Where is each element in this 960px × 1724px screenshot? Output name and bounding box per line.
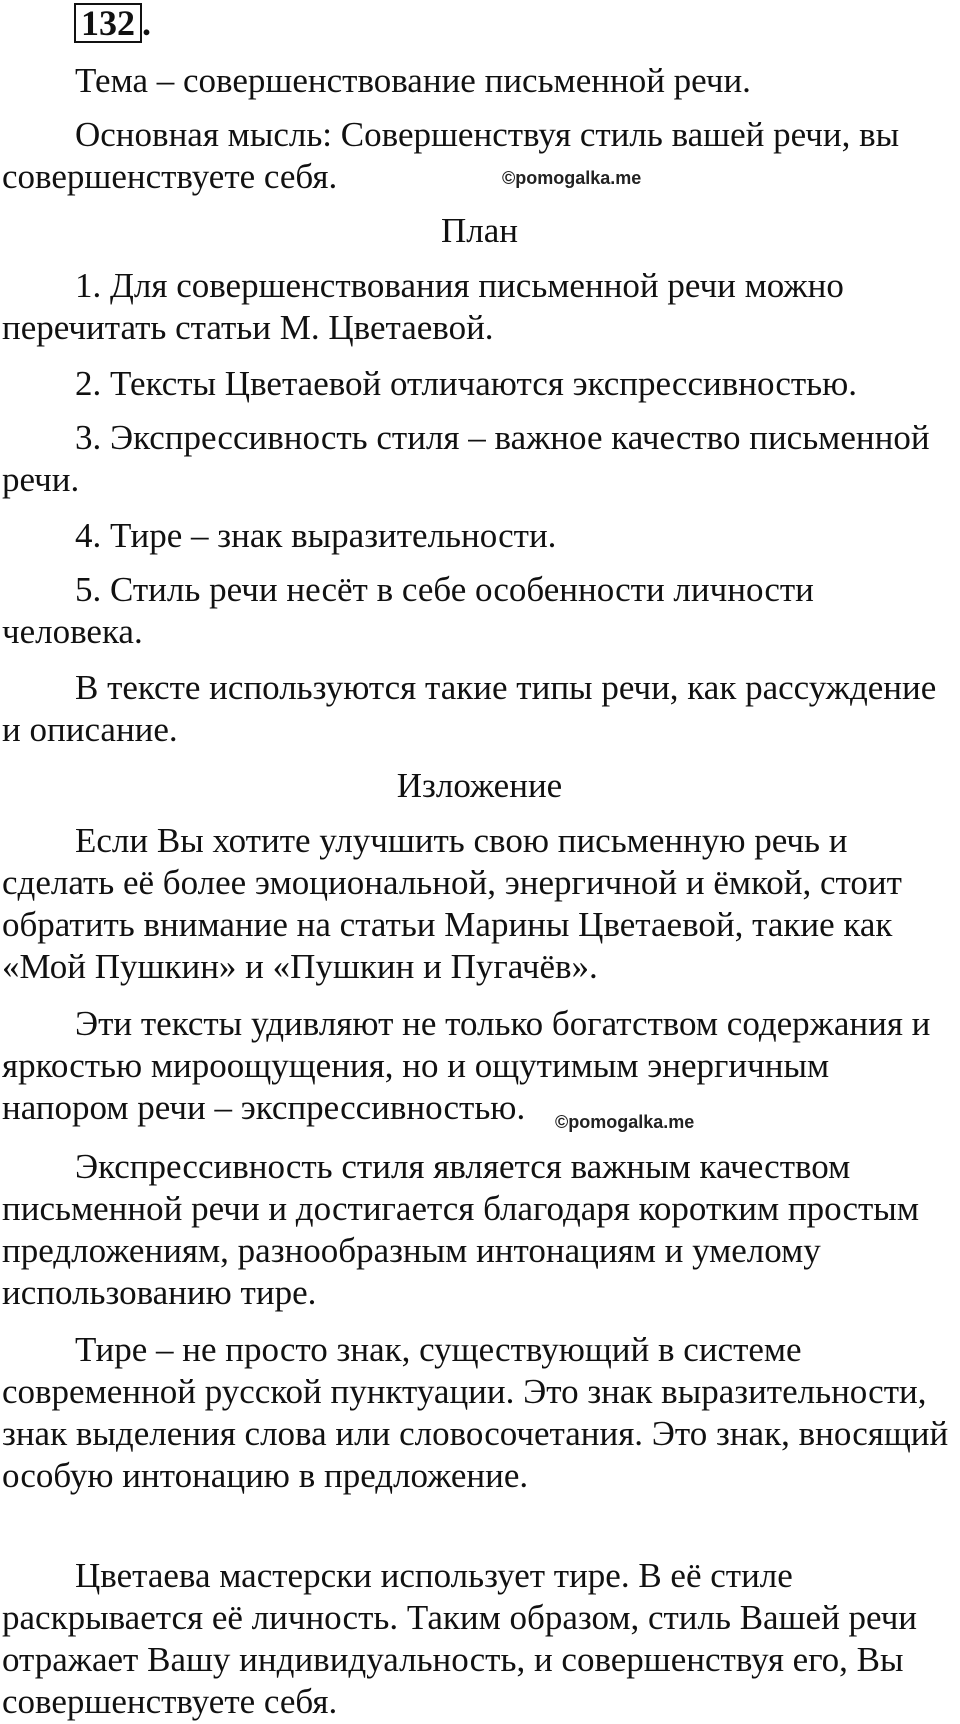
exposition-paragraph-2: Эти тексты удивляют не только богатством содержания и яркостью мироощущения, но и ощутимым энергичным напором речи – экспрессивностью. bbox=[2, 1004, 931, 1127]
task-number bbox=[74, 3, 151, 41]
watermark: ©pomogalka.me bbox=[502, 168, 642, 188]
plan-title: План bbox=[440, 211, 518, 250]
theme-line: Тема – совершенствование письменной речи. bbox=[75, 61, 751, 100]
exposition-title: Изложение bbox=[396, 766, 563, 805]
task-number-box: 132 bbox=[74, 3, 142, 43]
exposition-paragraph-3: Экспрессивность стиля является важным качеством письменной речи и достигается благодаря коротким простым предложениям, разнообразным интонациям и умелому использованию тире. bbox=[2, 1147, 919, 1312]
exposition-paragraph-1: Если Вы хотите улучшить свою письменную речь и сделать её более эмоциональной, энергичной и ёмкой, стоит обратить внимание на статьи Марины Цветаевой, такие как «Мой Пушкин» и «Пушкин и Пугачёв». bbox=[2, 821, 902, 986]
plan-item-3: 3. Экспрессивность стиля – важное качество письменной речи. bbox=[2, 418, 930, 499]
plan-item-4: 4. Тире – знак выразительности. bbox=[75, 516, 557, 555]
task-number-dot: . bbox=[142, 3, 151, 43]
plan-item-5: 5. Стиль речи несёт в себе особенности личности человека. bbox=[2, 570, 814, 651]
exposition-paragraph-4: Тире – не просто знак, существующий в системе современной русской пунктуации. Это знак выразительности, знак выделения слова или словосочетания. Это знак, вносящий особую интонацию в предложение. bbox=[2, 1330, 949, 1495]
plan-item-1: 1. Для совершенствования письменной речи можно перечитать статьи М. Цветаевой. bbox=[2, 266, 844, 347]
watermark: ©pomogalka.me bbox=[555, 1112, 695, 1132]
main-idea-paragraph: Основная мысль: Совершенствуя стиль вашей речи, вы совершенствуете себя. bbox=[2, 115, 900, 196]
exposition-paragraph-5: Цветаева мастерски использует тире. В её стиле раскрывается её личность. Таким образом, стиль Вашей речи отражает Вашу индивидуальность, и совершенствуя его, Вы совершенствуете себя. bbox=[2, 1556, 918, 1721]
plan-item-2: 2. Тексты Цветаевой отличаются экспрессивностью. bbox=[75, 364, 858, 403]
speech-types-paragraph: В тексте используются такие типы речи, как рассуждение и описание. bbox=[2, 668, 937, 749]
